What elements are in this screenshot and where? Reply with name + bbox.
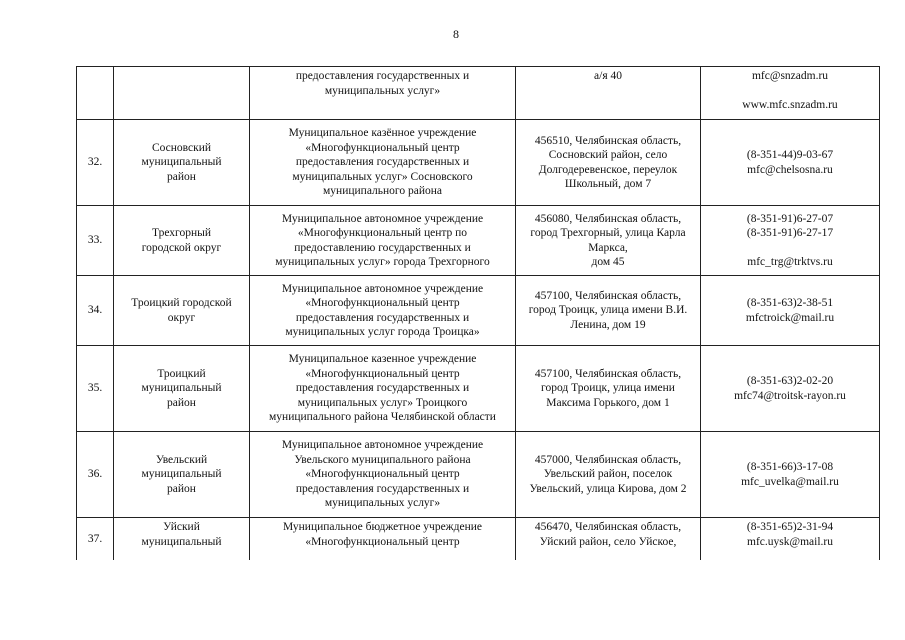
table-row (77, 67, 880, 120)
table-row (77, 120, 880, 206)
district-cell: Увельский муниципальный район (114, 432, 250, 518)
table-row (77, 276, 880, 346)
institution-cell: Муниципальное бюджетное учреждение «Многофункциональный центр (250, 518, 516, 560)
contacts-cell: mfc@snzadm.ru www.mfc.snzadm.ru (701, 67, 880, 120)
institution-cell: Муниципальное автономное учреждение Увельского муниципального района «Многофункциональный центр предоставления государственных и муниципальных услуг» (250, 432, 516, 518)
address-cell: 457000, Челябинская область, Увельский район, поселок Увельский, улица Кирова, дом 2 (516, 432, 701, 518)
contacts-cell: (8-351-63)2-02-20 mfc74@troitsk-rayon.ru (701, 346, 880, 432)
district-cell (114, 67, 250, 120)
address-cell: 456470, Челябинская область, Уйский район, село Уйское, (516, 518, 701, 560)
institution-cell: предоставления государственных и муниципальных услуг» (250, 67, 516, 120)
page-number: 8 (453, 27, 459, 41)
table-row (77, 206, 880, 276)
row-number-cell: 37. (77, 518, 114, 560)
contacts-cell: (8-351-91)6-27-07 (8-351-91)6-27-17 mfc_trg@trktvs.ru (701, 206, 880, 276)
row-number-cell: 33. (77, 206, 114, 276)
address-cell: 457100, Челябинская область, город Троицк, улица имени В.И. Ленина, дом 19 (516, 276, 701, 346)
row-number-cell: 36. (77, 432, 114, 518)
row-number-cell: 32. (77, 120, 114, 206)
district-cell: Трехгорный городской округ (114, 206, 250, 276)
row-number-cell: 34. (77, 276, 114, 346)
table-row (77, 346, 880, 432)
row-number-cell: 35. (77, 346, 114, 432)
institution-cell: Муниципальное автономное учреждение «Многофункциональный центр предоставления государственных и муниципальных услуг города Троицка» (250, 276, 516, 346)
district-cell: Сосновский муниципальный район (114, 120, 250, 206)
institution-cell: Муниципальное автономное учреждение «Многофункциональный центр по предоставлению государственных и муниципальных услуг» города Трехгорного (250, 206, 516, 276)
contacts-cell: (8-351-65)2-31-94 mfc.uysk@mail.ru (701, 518, 880, 560)
address-cell: 457100, Челябинская область, город Троицк, улица имени Максима Горького, дом 1 (516, 346, 701, 432)
contacts-cell: (8-351-63)2-38-51 mfctroick@mail.ru (701, 276, 880, 346)
district-cell: Троицкий городской округ (114, 276, 250, 346)
address-cell: а/я 40 (516, 67, 701, 120)
table-row (77, 518, 880, 560)
address-cell: 456080, Челябинская область, город Трехгорный, улица Карла Маркса, дом 45 (516, 206, 701, 276)
row-number-cell (77, 67, 114, 120)
contacts-cell: (8-351-44)9-03-67 mfc@chelsosna.ru (701, 120, 880, 206)
mfc-registry-table (76, 66, 880, 560)
institution-cell: Муниципальное казенное учреждение «Многофункциональный центр предоставления государственных и муниципальных услуг» Троицкого муниципального района Челябинской области (250, 346, 516, 432)
district-cell: Уйский муниципальный (114, 518, 250, 560)
contacts-cell: (8-351-66)3-17-08 mfc_uvelka@mail.ru (701, 432, 880, 518)
address-cell: 456510, Челябинская область, Сосновский район, село Долгодеревенское, переулок Школьный, дом 7 (516, 120, 701, 206)
district-cell: Троицкий муниципальный район (114, 346, 250, 432)
institution-cell: Муниципальное казённое учреждение «Многофункциональный центр предоставления государственных и муниципальных услуг» Сосновского муниципального района (250, 120, 516, 206)
table-row (77, 432, 880, 518)
